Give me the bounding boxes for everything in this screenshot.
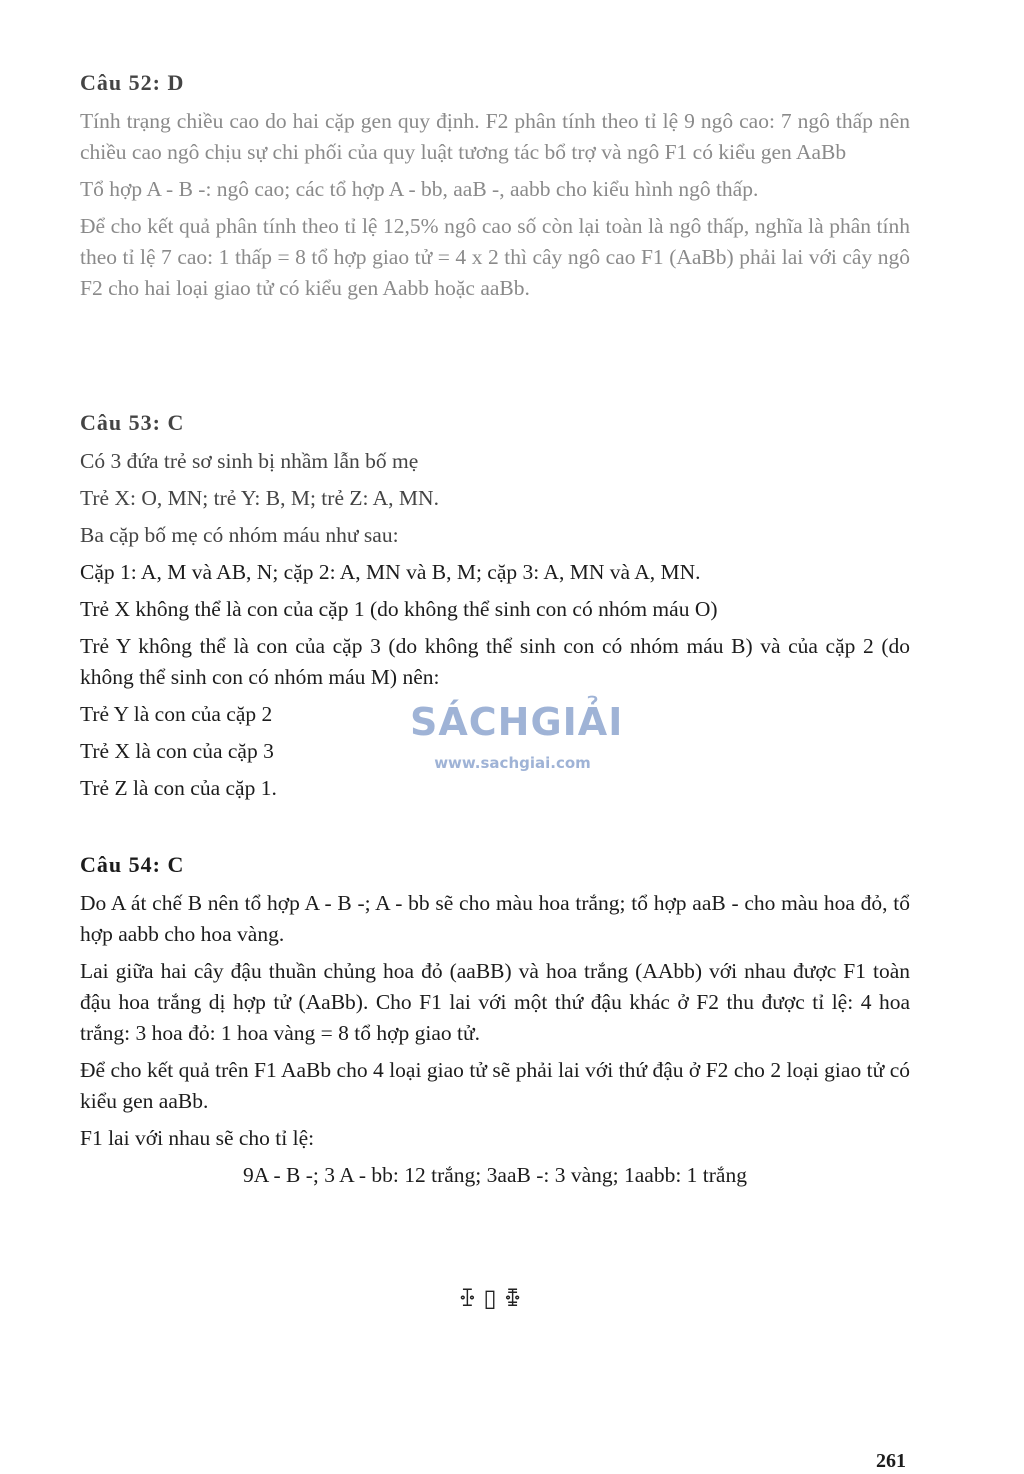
question-53-paragraph-7: Trẻ Y là con của cặp 2 [80, 702, 273, 726]
watermark [410, 692, 624, 792]
question-54-paragraph-3: Để cho kết quả trên F1 AaBb cho 4 loại giao tử sẽ phải lai với thứ đậu ở F2 cho 2 loại giao tử có kiểu gen aaBb. [80, 1058, 910, 1113]
question-52-paragraph-3: Để cho kết quả phân tính theo tỉ lệ 12,5% ngô cao số còn lại toàn là ngô thấp, nghĩa là phân tính theo tỉ lệ 7 cao: 1 thấp = 8 tổ hợp giao tử = 4 x 2 thì cây ngô cao F1 (AaBb) phải lai với cây ngô F2 cho hai loại giao tử có kiểu gen Aabb hoặc aaBb. [80, 214, 910, 300]
question-53-paragraph-2: Trẻ X: O, MN; trẻ Y: B, M; trẻ Z: A, MN. [80, 486, 439, 510]
watermark-logo: SÁCHGIẢI [410, 700, 624, 744]
footer-ornament-icon: ꔀ ▯ ꔁ [459, 1284, 521, 1312]
question-53-paragraph-5: Trẻ X không thể là con của cặp 1 (do không thể sinh con có nhóm máu O) [80, 597, 718, 621]
question-53-paragraph-9: Trẻ Z là con của cặp 1. [80, 776, 277, 800]
question-54-paragraph-5: 9A - B -; 3 A - bb: 12 trắng; 3aaB -: 3 vàng; 1aabb: 1 trắng [243, 1163, 747, 1187]
question-54-paragraph-1: Do A át chế B nên tổ hợp A - B -; A - bb sẽ cho màu hoa trắng; tổ hợp aaB - cho màu hoa đỏ, tổ hợp aabb cho hoa vàng. [80, 891, 910, 946]
question-54-paragraph-2: Lai giữa hai cây đậu thuần chủng hoa đỏ (aaBB) và hoa trắng (AAbb) với nhau được F1 toàn đậu hoa trắng dị hợp tử (AaBb). Cho F1 lai với một thứ đậu khác ở F2 thu được tỉ lệ: 4 hoa trắng: 3 hoa đỏ: 1 hoa vàng = 8 tổ hợp giao tử. [80, 959, 910, 1045]
question-53-heading: Câu 53: C [80, 410, 185, 435]
question-54 [80, 852, 910, 1197]
question-53-paragraph-6: Trẻ Y không thể là con của cặp 3 (do không thể sinh con có nhóm máu B) và của cặp 2 (do không thể sinh con có nhóm máu M) nên: [80, 634, 910, 689]
question-52 [80, 70, 910, 310]
question-54-heading: Câu 54: C [80, 852, 185, 877]
watermark-url: www.sachgiai.com [434, 754, 591, 772]
question-53-paragraph-8: Trẻ X là con của cặp 3 [80, 739, 274, 763]
question-53-paragraph-3: Ba cặp bố mẹ có nhóm máu như sau: [80, 523, 399, 547]
question-52-paragraph-2: Tổ hợp A - B -: ngô cao; các tổ hợp A - bb, aaB -, aabb cho kiểu hình ngô thấp. [80, 177, 759, 201]
question-54-paragraph-4: F1 lai với nhau sẽ cho tỉ lệ: [80, 1126, 315, 1150]
question-52-paragraph-1: Tính trạng chiều cao do hai cặp gen quy định. F2 phân tính theo tỉ lệ 9 ngô cao: 7 ngô thấp nên chiều cao ngô chịu sự chi phối của quy luật tương tác bổ trợ và ngô F1 có kiểu gen AaBb [80, 109, 910, 164]
page-number: 261 [876, 1450, 906, 1472]
question-52-heading: Câu 52: D [80, 70, 185, 95]
question-53-paragraph-4: Cặp 1: A, M và AB, N; cặp 2: A, MN và B, M; cặp 3: A, MN và A, MN. [80, 560, 701, 584]
question-53-paragraph-1: Có 3 đứa trẻ sơ sinh bị nhầm lẫn bố mẹ [80, 449, 419, 473]
